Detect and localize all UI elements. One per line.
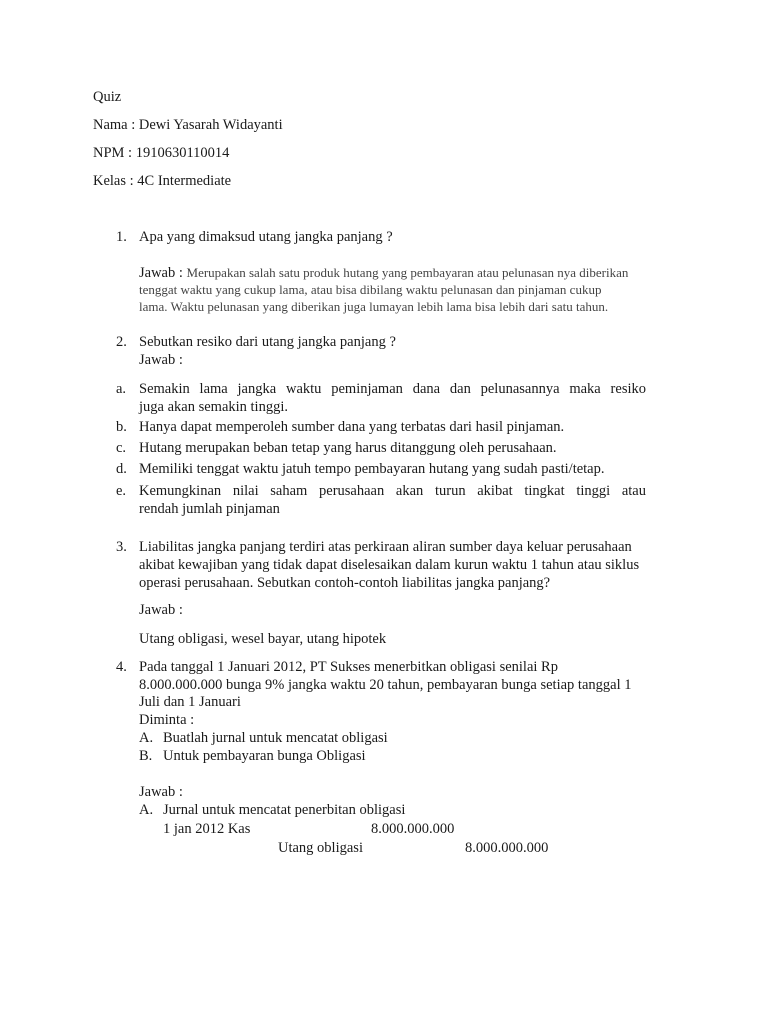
q3-answer-label: Jawab : — [139, 602, 183, 618]
q4-task-marker: A. — [139, 730, 154, 746]
q2-answer-label: Jawab : — [139, 352, 183, 368]
student-name: Nama : Dewi Yasarah Widayanti — [93, 117, 283, 133]
q2-item-marker: e. — [116, 483, 127, 499]
q2-question: Sebutkan resiko dari utang jangka panjang ? — [139, 334, 396, 350]
quiz-title: Quiz — [93, 89, 122, 105]
q2-item-marker: a. — [116, 381, 127, 397]
q1-answer-label: Jawab : — [139, 265, 183, 281]
q4-answer-a-marker: A. — [139, 802, 154, 818]
student-npm: NPM : 1910630110014 — [93, 145, 230, 161]
q2-item-marker: d. — [116, 461, 127, 477]
q2-item-e-line-1: Kemungkinan nilai saham perusahaan akan turun akibat tingkat tinggi atau — [139, 483, 646, 499]
q4-answer-a-title: Jurnal untuk mencatat penerbitan obligasi — [163, 802, 406, 818]
q4-task-a: Buatlah jurnal untuk mencatat obligasi — [163, 730, 388, 746]
q2-item-marker: c. — [116, 440, 127, 456]
q4-question-line-2: 8.000.000.000 bunga 9% jangka waktu 20 tahun, pembayaran bunga setiap tanggal 1 — [139, 677, 632, 693]
q1-question: Apa yang dimaksud utang jangka panjang ? — [139, 229, 393, 245]
q1-answer-line-1 — [139, 264, 628, 282]
q1-number: 1. — [116, 229, 127, 245]
journal-credit-amount: 8.000.000.000 — [465, 840, 549, 856]
student-class: Kelas : 4C Intermediate — [93, 173, 232, 189]
journal-debit-amount: 8.000.000.000 — [371, 821, 455, 837]
q2-item-e-line-2: rendah jumlah pinjaman — [139, 501, 280, 517]
q4-task-b: Untuk pembayaran bunga Obligasi — [163, 748, 366, 764]
q3-answer: Utang obligasi, wesel bayar, utang hipotek — [139, 631, 387, 647]
q2-item-c: Hutang merupakan beban tetap yang harus ditanggung oleh perusahaan. — [139, 440, 557, 456]
q2-item-a-line-2: juga akan semakin tinggi. — [139, 399, 288, 415]
q4-number: 4. — [116, 659, 127, 675]
q4-answer-label: Jawab : — [139, 784, 183, 800]
q4-question-line-3: Juli dan 1 Januari — [139, 694, 241, 710]
q4-diminta: Diminta : — [139, 712, 195, 728]
q2-item-d: Memiliki tenggat waktu jatuh tempo pembayaran hutang yang sudah pasti/tetap. — [139, 461, 605, 477]
journal-date-account: 1 jan 2012 Kas — [163, 821, 251, 837]
q2-number: 2. — [116, 334, 127, 350]
q2-item-b: Hanya dapat memperoleh sumber dana yang terbatas dari hasil pinjaman. — [139, 419, 565, 435]
q2-item-marker: b. — [116, 419, 127, 435]
q3-number: 3. — [116, 539, 127, 555]
q3-question-line-2: akibat kewajiban yang tidak dapat diselesaikan dalam kurun waktu 1 tahun atau siklus — [139, 557, 640, 573]
q4-task-marker: B. — [139, 748, 153, 764]
q1-answer-text: Merupakan salah satu produk hutang yang pembayaran atau pelunasan nya diberikan — [186, 265, 629, 280]
q4-question-line-1: Pada tanggal 1 Januari 2012, PT Sukses menerbitkan obligasi senilai Rp — [139, 659, 558, 675]
q2-item-a-line-1: Semakin lama jangka waktu peminjaman dana dan pelunasannya maka resiko — [139, 381, 646, 397]
journal-credit-account: Utang obligasi — [278, 840, 363, 856]
q1-answer-line-3: lama. Waktu pelunasan yang diberikan juga lumayan lebih lama bisa lebih dari satu tahun. — [139, 299, 609, 314]
q3-question-line-3: operasi perusahaan. Sebutkan contoh-contoh liabilitas jangka panjang? — [139, 575, 551, 591]
q3-question-line-1: Liabilitas jangka panjang terdiri atas perkiraan aliran sumber daya keluar perusahaan — [139, 539, 632, 555]
q1-answer-line-2: tenggat waktu yang cukup lama, atau bisa dibilang waktu pelunasan dan pinjaman cukup — [139, 282, 602, 297]
